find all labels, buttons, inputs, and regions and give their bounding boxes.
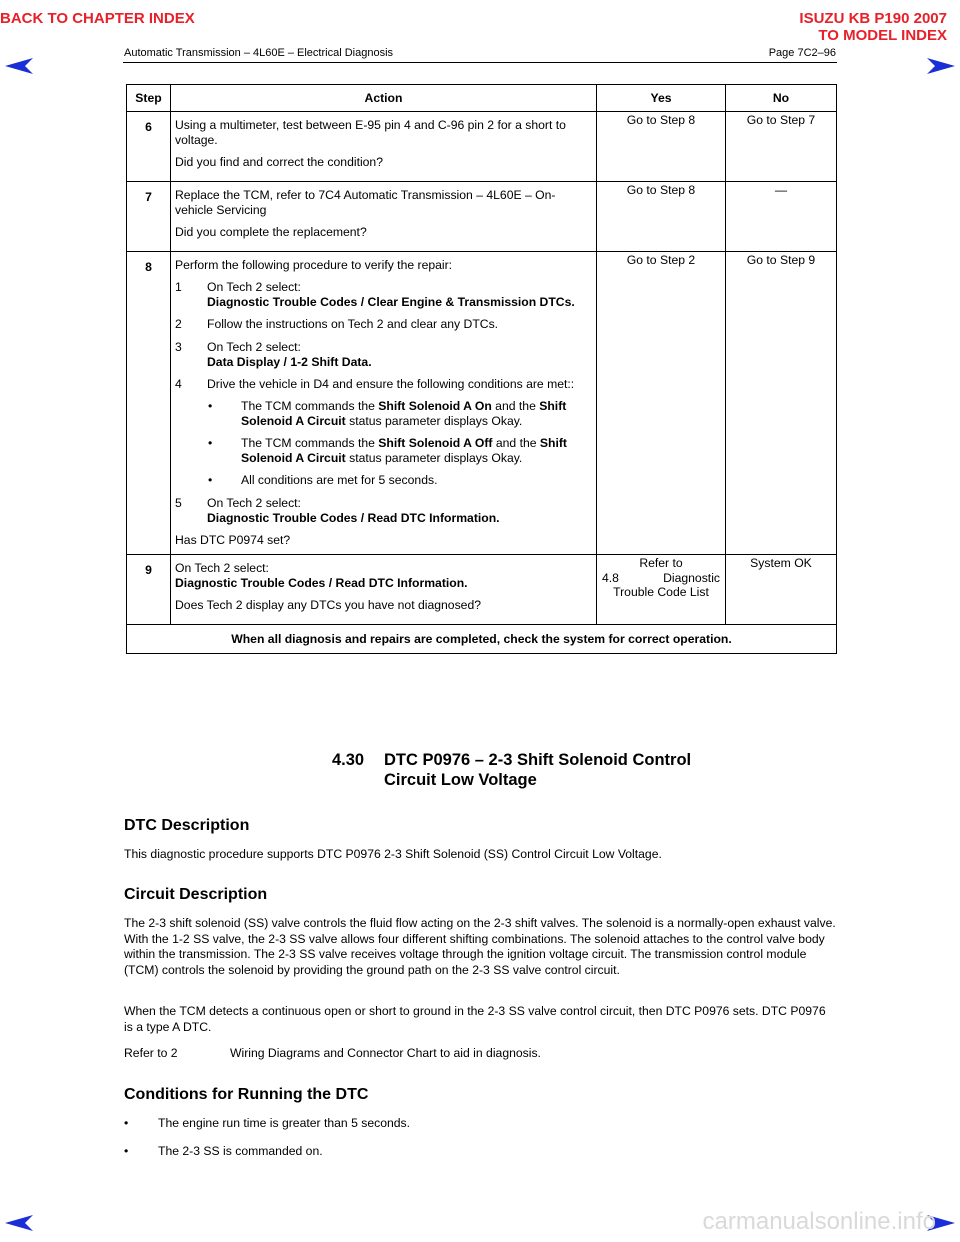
page-number: Page 7C2–96 — [768, 47, 836, 59]
bullet-icon: • — [124, 1116, 129, 1130]
step-no-result: System OK — [726, 554, 837, 624]
list-item-text: The engine run time is greater than 5 seconds. — [158, 1116, 411, 1130]
step-instruction: On Tech 2 select: — [175, 560, 269, 575]
item-text: On Tech 2 select: — [207, 339, 301, 354]
bullet-text: All conditions are met for 5 seconds. — [241, 473, 438, 488]
conditions-heading: Conditions for Running the DTC — [124, 1086, 369, 1103]
wiring-reference: Refer to 2 Wiring Diagrams and Connector Chart to aid in diagnosis. — [124, 1046, 541, 1060]
item-text: Drive the vehicle in D4 and ensure the following conditions are met:: — [207, 376, 575, 391]
watermark: carmanualsonline.info — [702, 1208, 936, 1235]
diagnostic-steps-table — [126, 84, 837, 654]
menu-path-part: Diagnostic Trouble Codes — [207, 510, 358, 525]
column-header-action: Action — [171, 85, 597, 112]
section-heading — [332, 750, 691, 790]
step-action — [171, 182, 597, 252]
bullet-icon: • — [208, 473, 213, 488]
step-yes-result: Refer to 4.8 Diagnostic Trouble Code List — [597, 554, 726, 624]
step-number: 9 — [127, 554, 171, 624]
step-question: Did you complete the replacement? — [175, 225, 367, 240]
menu-path-separator: / — [357, 295, 368, 310]
menu-path-separator: / — [280, 354, 291, 369]
item-text: On Tech 2 select: — [207, 280, 301, 295]
condition-bullet — [208, 473, 592, 488]
table-footer-row — [127, 624, 837, 653]
table-row-step-9 — [127, 554, 837, 624]
step-yes-result: Go to Step 2 — [597, 252, 726, 555]
step-yes-result: Go to Step 8 — [597, 182, 726, 252]
step-action — [171, 112, 597, 182]
procedure-item — [175, 340, 592, 370]
menu-path-part: Read DTC Information. — [335, 576, 468, 590]
step-no-result: Go to Step 9 — [726, 252, 837, 555]
step-question: Has DTC P0974 set? — [175, 532, 291, 547]
step-no-result: Go to Step 7 — [726, 112, 837, 182]
bullet-icon: • — [124, 1144, 129, 1158]
item-number: 5 — [175, 495, 182, 510]
step-question: Did you find and correct the condition? — [175, 155, 383, 170]
bullet-icon: • — [208, 398, 213, 413]
document-header-title: Automatic Transmission – 4L60E – Electrical Diagnosis — [124, 47, 394, 59]
dtc-description-heading: DTC Description — [124, 817, 250, 834]
procedure-item — [175, 377, 592, 392]
menu-path-part: Data Display — [207, 354, 281, 369]
previous-page-arrow-icon[interactable] — [3, 1214, 35, 1232]
circuit-description-paragraph: When the TCM detects a continuous open or short to ground in the 2-3 SS valve control circuit, then DTC P0976 sets. DTC P0976 is a type A DTC. — [124, 1004, 826, 1034]
menu-path-part: Diagnostic Trouble Codes — [175, 576, 326, 590]
step-number: 8 — [127, 252, 171, 555]
column-header-yes: Yes — [597, 85, 726, 112]
step-number: 7 — [127, 182, 171, 252]
column-header-no: No — [726, 85, 837, 112]
list-item — [124, 1116, 410, 1130]
dtc-description-text: This diagnostic procedure supports DTC P0976 2-3 Shift Solenoid (SS) Control Circuit Low Voltage. — [124, 847, 662, 861]
table-row-step-6 — [127, 112, 837, 182]
step-question: Does Tech 2 display any DTCs you have not diagnosed? — [175, 598, 482, 613]
section-title-line1: DTC P0976 – 2-3 Shift Solenoid Control — [384, 751, 692, 769]
step-number: 6 — [127, 112, 171, 182]
table-header-row — [127, 85, 837, 112]
item-number: 4 — [175, 376, 182, 391]
item-text: Follow the instructions on Tech 2 and clear any DTCs. — [207, 317, 499, 332]
step-action — [171, 554, 597, 624]
header-rule — [123, 62, 837, 63]
table-row-step-8 — [127, 252, 837, 555]
to-model-index-link[interactable]: TO MODEL INDEX — [818, 27, 947, 44]
step-yes-result: Go to Step 8 — [597, 112, 726, 182]
procedure-item — [175, 496, 592, 526]
menu-path-part: Clear Engine & Transmission DTCs. — [367, 295, 575, 310]
item-number: 1 — [175, 280, 182, 295]
previous-page-arrow-icon[interactable] — [3, 57, 35, 75]
table-row-step-7 — [127, 182, 837, 252]
list-item — [124, 1144, 323, 1158]
menu-path-part: Read DTC Information. — [367, 510, 500, 525]
step-action — [171, 252, 597, 555]
back-to-chapter-index-link[interactable]: BACK TO CHAPTER INDEX — [0, 10, 195, 27]
next-page-arrow-icon[interactable] — [925, 57, 957, 75]
menu-path-part: Diagnostic Trouble Codes — [207, 295, 358, 310]
step-no-result: — — [726, 182, 837, 252]
list-item-text: The 2-3 SS is commanded on. — [158, 1144, 323, 1158]
bullet-icon: • — [208, 436, 213, 451]
section-title-line2: Circuit Low Voltage — [384, 771, 537, 789]
section-number: 4.30 — [332, 751, 365, 769]
procedure-item — [175, 280, 592, 310]
item-text: On Tech 2 select: — [207, 495, 301, 510]
step-instruction: Replace the TCM, refer to 7C4 Automatic Transmission – 4L60E – On-vehicle Servicing — [175, 188, 556, 218]
model-title-link[interactable]: ISUZU KB P190 2007 — [799, 10, 947, 27]
menu-path-part: 1-2 Shift Data. — [290, 354, 372, 369]
step-instruction: Using a multimeter, test between E-95 pin 4 and C-96 pin 2 for a short to voltage. — [175, 118, 566, 148]
item-number: 3 — [175, 339, 182, 354]
item-number: 2 — [175, 317, 182, 332]
column-header-step: Step — [127, 85, 171, 112]
circuit-description-heading: Circuit Description — [124, 886, 268, 903]
menu-path-separator: / — [357, 510, 368, 525]
procedure-item — [175, 317, 592, 332]
condition-bullet: • The TCM commands the Shift Solenoid A Off and the Shift Solenoid A Circuit status parameter displays Okay. — [208, 436, 567, 466]
condition-bullet: • The TCM commands the Shift Solenoid A On and the Shift Solenoid A Circuit status parameter displays Okay. — [208, 398, 567, 428]
step-intro: Perform the following procedure to verify the repair: — [175, 258, 453, 272]
circuit-description-paragraph: The 2-3 shift solenoid (SS) valve controls the fluid flow acting on the 2-3 shift valves. The solenoid is a normally-open exhaust valve. With the 1-2 SS valve, the 2-3 SS valve allows four different shifting combinations. The solenoid attaches to the control valve body within the transmission. The 2-3 SS valve receives voltage through the ignition voltage circuit. The transmission control module (TCM) controls the solenoid by providing the ground path on the 2-3 SS valve control circuit. — [124, 916, 836, 977]
menu-path-separator: / — [325, 576, 336, 590]
table-footer-note: When all diagnosis and repairs are completed, check the system for correct operation. — [127, 624, 837, 653]
